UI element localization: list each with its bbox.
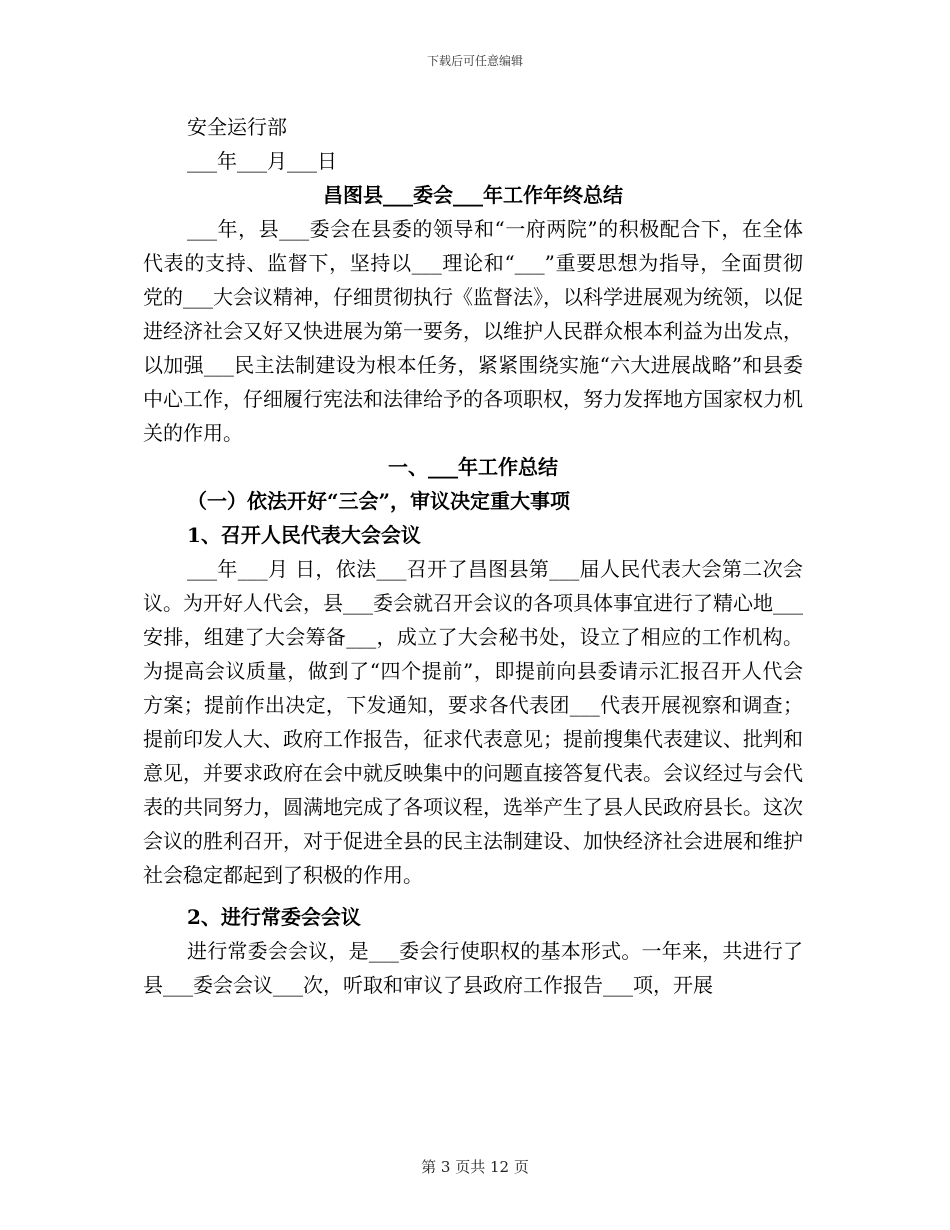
signature-org: 安全运行部 xyxy=(187,115,287,139)
signature-date: ___年___月___日 xyxy=(187,149,337,173)
item-heading-2: 2、进行常委会会议 xyxy=(187,905,361,929)
subsection-heading: （一）依法开好“三会”，审议决定重大事项 xyxy=(187,489,571,513)
item-paragraph-2: 进行常委会会议，是___委会行使职权的基本形式。一年来，共进行了县___委会会议___次，听取和审议了县政府工作报告___项，开展 xyxy=(143,939,803,997)
page-header: 下载后可任意编辑 xyxy=(426,54,523,68)
document-title: 昌图县___委会___年工作年终总结 xyxy=(323,183,623,207)
intro-paragraph: ___年，县___委会在县委的领导和“一府两院”的积极配合下，在全体代表的支持、监督下，坚持以___理论和“___”重要思想为指导，全面贯彻党的___大会议精神，仔细贯彻执行《监督法》，以科学进展观为统领，以促进经济社会又好又快进展为第一要务，以维护人民群众根本利益为出发点，以加强___民主法制建设为根本任务，紧紧围绕实施“六大进展战略”和县委中心工作，仔细履行宪法和法律给予的各项职权，努力发挥地方国家权力机关的作用。 xyxy=(143,217,803,445)
document-body xyxy=(143,110,803,1002)
page-footer: 第 3 页共 12 页 xyxy=(421,1158,529,1176)
item-paragraph-1: ___年___月 日，依法___召开了昌图县第___届人民代表大会第二次会议。为开好人代会，县___委会就召开会议的各项具体事宜进行了精心地___安排，组建了大会筹备___，成立了大会秘书处，设立了相应的工作机构。为提高会议质量，做到了“四个提前”，即提前向县委请示汇报召开人代会方案；提前作出决定，下发通知，要求各代表团___代表开展视察和调查；提前印发人大、政府工作报告，征求代表意见；提前搜集代表建议、批判和意见，并要求政府在会中就反映集中的问题直接答复代表。会议经过与会代表的共同努力，圆满地完成了各项议程，选举产生了县人民政府县长。这次会议的胜利召开，对于促进全县的民主法制建设、加快经济社会进展和维护社会稳定都起到了积极的作用。 xyxy=(143,557,803,887)
item-heading-1: 1、召开人民代表大会会议 xyxy=(187,523,421,547)
section-heading: 一、___年工作总结 xyxy=(388,455,558,479)
